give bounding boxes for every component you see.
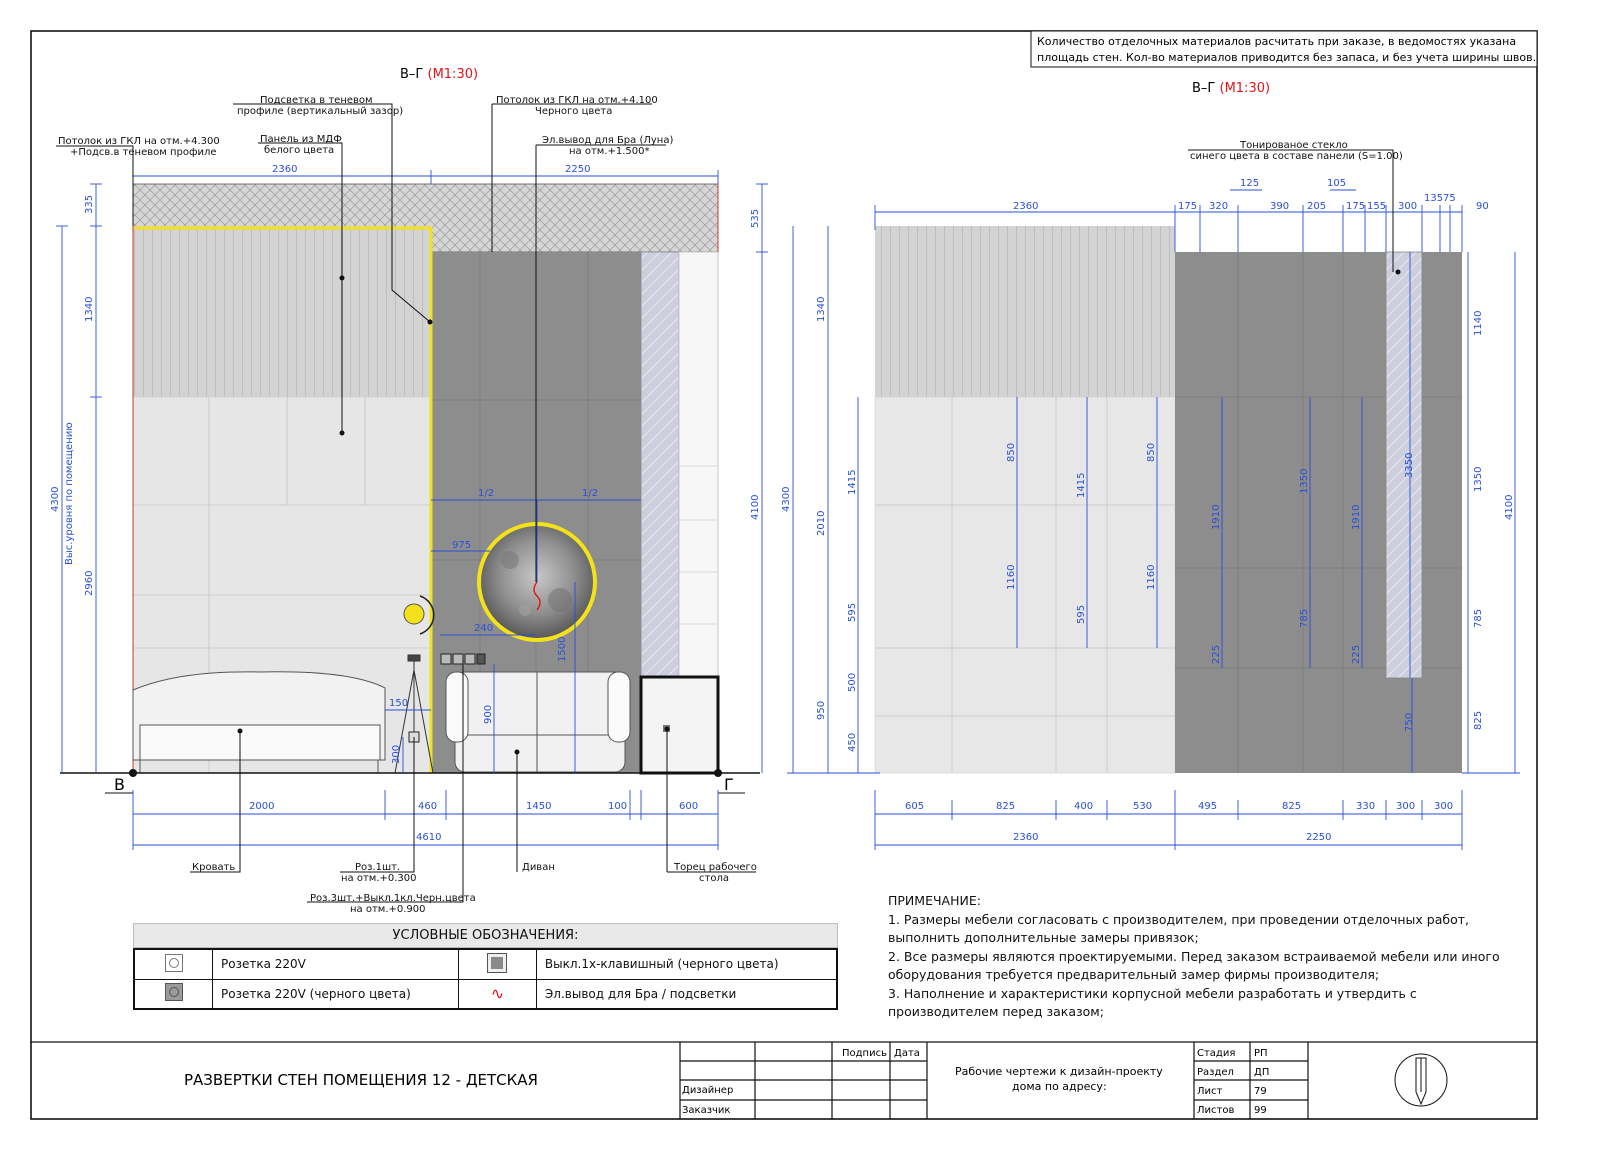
dim-4610: 4610 bbox=[416, 832, 442, 843]
r-top-dim-10: 90 bbox=[1476, 201, 1489, 212]
dim-1340: 1340 bbox=[84, 296, 95, 322]
r-dim-1340: 1340 bbox=[816, 296, 827, 322]
note-line: 2. Все размеры являются проектируемыми. Перед заказом встраиваемой мебели или иного bbox=[888, 948, 1500, 964]
left-elevation bbox=[50, 67, 768, 915]
dim-4100: 4100 bbox=[750, 494, 761, 520]
sheets-value: 99 bbox=[1254, 1105, 1267, 1116]
legend-title: УСЛОВНЫЕ ОБОЗНАЧЕНИЯ: bbox=[133, 923, 838, 948]
dim-2960: 2960 bbox=[84, 570, 95, 596]
project-l1: Рабочие чертежи к дизайн-проекту bbox=[955, 1065, 1163, 1078]
r-top-dim-8: 135 bbox=[1424, 193, 1444, 204]
r-dim-595: 595 bbox=[847, 602, 858, 622]
black-socket-icon bbox=[134, 979, 213, 1009]
r-bottom-dim-8: 300 bbox=[1434, 801, 1454, 812]
dim-150: 150 bbox=[389, 698, 409, 709]
date-header: Дата bbox=[894, 1048, 920, 1059]
section-value: ДП bbox=[1254, 1067, 1270, 1078]
r-dim-450: 450 bbox=[847, 732, 858, 752]
top-note-l1: Количество отделочных материалов расчитать при заказе, в ведомостях указана bbox=[1037, 35, 1517, 48]
designer-label: Дизайнер bbox=[682, 1085, 734, 1096]
callout-mdf-l2: белого цвета bbox=[264, 145, 335, 156]
r-bottom-dim-6: 330 bbox=[1356, 801, 1376, 812]
r-inner-dim-6: 1910 bbox=[1211, 504, 1222, 530]
right-light-tiles bbox=[875, 397, 1175, 773]
note-line: оборудования требуется предварительный замер фирмы производителя; bbox=[888, 967, 1380, 982]
socket-icon bbox=[134, 949, 213, 979]
dim-600: 600 bbox=[679, 801, 699, 812]
legend-right-label: Эл.вывод для Бра / подсветки bbox=[536, 979, 837, 1009]
callout-bed: Кровать bbox=[192, 862, 236, 873]
r-dim-825: 825 bbox=[1473, 710, 1484, 730]
pencil-logo-icon bbox=[1395, 1054, 1447, 1106]
switch-icon bbox=[458, 949, 536, 979]
r-top-dim-6: 155 bbox=[1367, 201, 1387, 212]
mdf-striped-panel bbox=[133, 226, 431, 397]
callout-lamp-l1: Эл.вывод для Бра (Луна) bbox=[542, 135, 674, 146]
right-top-dims bbox=[1013, 193, 1489, 212]
wire-outlet-icon: ∿ bbox=[458, 979, 536, 1009]
callout-ceiling-4100-l2: Черного цвета bbox=[535, 106, 613, 117]
legend-table bbox=[133, 948, 838, 1010]
callout-mdf-l1: Панель из МДФ bbox=[260, 134, 342, 145]
callout-shadow-light-l1: Подсветка в теневом bbox=[260, 95, 373, 106]
dim-335: 335 bbox=[84, 194, 95, 214]
callout-ceiling-4300-l1: Потолок из ГКЛ на отм.+4.300 bbox=[58, 136, 220, 147]
right-bottom-dims bbox=[905, 801, 1453, 812]
dim-300: 300 bbox=[391, 744, 402, 764]
legend-left-label: Розетка 220V (черного цвета) bbox=[213, 979, 459, 1009]
r-inner-dim-13: 750 bbox=[1404, 712, 1415, 732]
stage-label: Стадия bbox=[1197, 1048, 1236, 1059]
r-top-dim-9: 75 bbox=[1443, 193, 1456, 204]
sheet-title: РАЗВЕРТКИ СТЕН ПОМЕЩЕНИЯ 12 - ДЕТСКАЯ bbox=[184, 1071, 538, 1089]
r-top-dim-3: 390 bbox=[1270, 201, 1290, 212]
note-line: производителем перед заказом; bbox=[888, 1004, 1104, 1019]
top-note-l2: площадь стен. Кол-во материалов приводится без запаса, и без учета ширины швов. bbox=[1037, 51, 1537, 64]
r-top-dim-0: 2360 bbox=[1013, 201, 1039, 212]
notes-block bbox=[888, 892, 1528, 1022]
dim-2000: 2000 bbox=[249, 801, 275, 812]
notes-heading: ПРИМЕЧАНИЕ: bbox=[888, 893, 981, 908]
dim-105: 105 bbox=[1327, 178, 1347, 189]
r-top-dim-2: 320 bbox=[1209, 201, 1229, 212]
callout-ceiling-4300-l2: +Подсв.в теневом профиле bbox=[70, 147, 217, 158]
note-line: выполнить дополнительные замеры привязок; bbox=[888, 930, 1199, 945]
r-bottom-dim-5: 825 bbox=[1282, 801, 1302, 812]
r-inner-dim-2: 1415 bbox=[1076, 472, 1087, 498]
r-bottom-dim-2: 400 bbox=[1074, 801, 1094, 812]
r-dim-785: 785 bbox=[1473, 608, 1484, 628]
r-bottom-dim-7: 300 bbox=[1396, 801, 1416, 812]
legend-left-label: Розетка 220V bbox=[213, 949, 459, 979]
r-top-dim-5: 175 bbox=[1346, 201, 1366, 212]
r-dim-4300: 4300 bbox=[781, 486, 792, 512]
marker-v: В bbox=[114, 775, 125, 794]
r-inner-dim-0: 850 bbox=[1006, 442, 1017, 462]
wall-sconce bbox=[404, 604, 424, 624]
callout-desk-l1: Торец рабочего bbox=[674, 862, 757, 873]
r-top-dim-7: 300 bbox=[1398, 201, 1418, 212]
callout-lamp-l2: на отм.+1.500* bbox=[569, 146, 650, 157]
r-dim-1140: 1140 bbox=[1473, 310, 1484, 336]
shelving-unit bbox=[679, 252, 718, 677]
r-inner-dim-4: 850 bbox=[1146, 442, 1157, 462]
section-label: Раздел bbox=[1197, 1067, 1234, 1078]
r-inner-dim-5: 1160 bbox=[1146, 564, 1157, 590]
legend-row bbox=[134, 949, 837, 979]
tinted-glass-strip bbox=[641, 252, 679, 677]
callout-shadow-light-l2: профиле (вертикальный зазор) bbox=[237, 106, 404, 117]
r-top-dim-4: 205 bbox=[1307, 201, 1327, 212]
r-inner-dim-11: 225 bbox=[1351, 644, 1362, 664]
sheets-label: Листов bbox=[1197, 1105, 1235, 1116]
dim-900: 900 bbox=[483, 704, 494, 724]
r-dim-1350: 1350 bbox=[1473, 466, 1484, 492]
room-height-label: Выс.уровня по помещению bbox=[64, 422, 75, 565]
r-total-2360: 2360 bbox=[1013, 832, 1039, 843]
project-l2: дома по адресу: bbox=[1012, 1080, 1107, 1093]
r-inner-dim-10: 1910 bbox=[1351, 504, 1362, 530]
glass-callout-l2: синего цвета в составе панели (S=1.00) bbox=[1190, 151, 1403, 162]
right-view-title: В–Г (М1:30) bbox=[1192, 81, 1271, 96]
r-inner-dim-7: 225 bbox=[1211, 644, 1222, 664]
sheet-value: 79 bbox=[1254, 1086, 1267, 1097]
r-dim-1415: 1415 bbox=[847, 469, 858, 495]
note-line: 3. Наполнение и характеристики корпусной мебели разработать и утвердить с bbox=[888, 985, 1417, 1001]
note-line: 1. Размеры мебели согласовать с производителем, при проведении отделочных работ, bbox=[888, 911, 1469, 927]
desk-end bbox=[641, 677, 718, 773]
r-dim-2010: 2010 bbox=[816, 510, 827, 536]
right-striped-panel bbox=[875, 226, 1175, 397]
glass-callout-l1: Тонированое стекло bbox=[1240, 140, 1348, 151]
customer-label: Заказчик bbox=[682, 1105, 731, 1116]
callout-socket1-l1: Роз.1шт. bbox=[355, 862, 401, 873]
r-bottom-dim-1: 825 bbox=[996, 801, 1016, 812]
r-dim-950: 950 bbox=[816, 700, 827, 720]
stage-value: РП bbox=[1254, 1048, 1268, 1059]
r-inner-dim-3: 595 bbox=[1076, 604, 1087, 624]
callout-socket3-l2: на отм.+0.900 bbox=[350, 904, 426, 915]
r-top-dim-1: 175 bbox=[1178, 201, 1198, 212]
r-total-2250: 2250 bbox=[1306, 832, 1332, 843]
dim-1450: 1450 bbox=[526, 801, 552, 812]
r-inner-dim-1: 1160 bbox=[1006, 564, 1017, 590]
sofa bbox=[446, 672, 630, 772]
dim-535: 535 bbox=[750, 208, 761, 228]
dim-half-1: 1/2 bbox=[478, 488, 495, 499]
callout-socket1-l2: на отм.+0.300 bbox=[341, 873, 417, 884]
sign-header: Подпись bbox=[842, 1048, 887, 1059]
dim-240: 240 bbox=[474, 623, 494, 634]
dim-1500: 1500 bbox=[557, 636, 568, 662]
r-dim-4100: 4100 bbox=[1504, 494, 1515, 520]
r-inner-dim-9: 785 bbox=[1299, 608, 1310, 628]
callout-ceiling-4100-l1: Потолок из ГКЛ на отм.+4.100 bbox=[496, 95, 658, 106]
dim-2250: 2250 bbox=[565, 164, 591, 175]
dim-125: 125 bbox=[1240, 178, 1260, 189]
legend-right-label: Выкл.1х-клавишный (черного цвета) bbox=[536, 949, 837, 979]
marker-g: Г bbox=[724, 775, 734, 794]
r-inner-dim-12: 3350 bbox=[1404, 452, 1415, 478]
dim-4300: 4300 bbox=[50, 486, 61, 512]
sheet-label: Лист bbox=[1197, 1086, 1223, 1097]
r-dim-500: 500 bbox=[847, 672, 858, 692]
r-inner-dim-8: 1350 bbox=[1299, 468, 1310, 494]
callout-sofa: Диван bbox=[522, 862, 555, 873]
callout-socket3-l1: Роз.3шт.+Выкл.1кл.Черн.цвета bbox=[310, 893, 476, 904]
legend bbox=[133, 923, 838, 1010]
callout-desk-l2: стола bbox=[699, 873, 729, 884]
right-elevation bbox=[781, 81, 1520, 850]
dim-half-2: 1/2 bbox=[582, 488, 599, 499]
legend-row bbox=[134, 979, 837, 1009]
dim-460: 460 bbox=[418, 801, 438, 812]
r-bottom-dim-3: 530 bbox=[1133, 801, 1153, 812]
r-bottom-dim-0: 605 bbox=[905, 801, 925, 812]
dim-2360: 2360 bbox=[272, 164, 298, 175]
r-bottom-dim-4: 495 bbox=[1198, 801, 1218, 812]
dim-975: 975 bbox=[452, 540, 472, 551]
left-view-title: В–Г (М1:30) bbox=[400, 67, 479, 82]
dim-100: 100 bbox=[608, 801, 628, 812]
bed bbox=[133, 672, 385, 773]
